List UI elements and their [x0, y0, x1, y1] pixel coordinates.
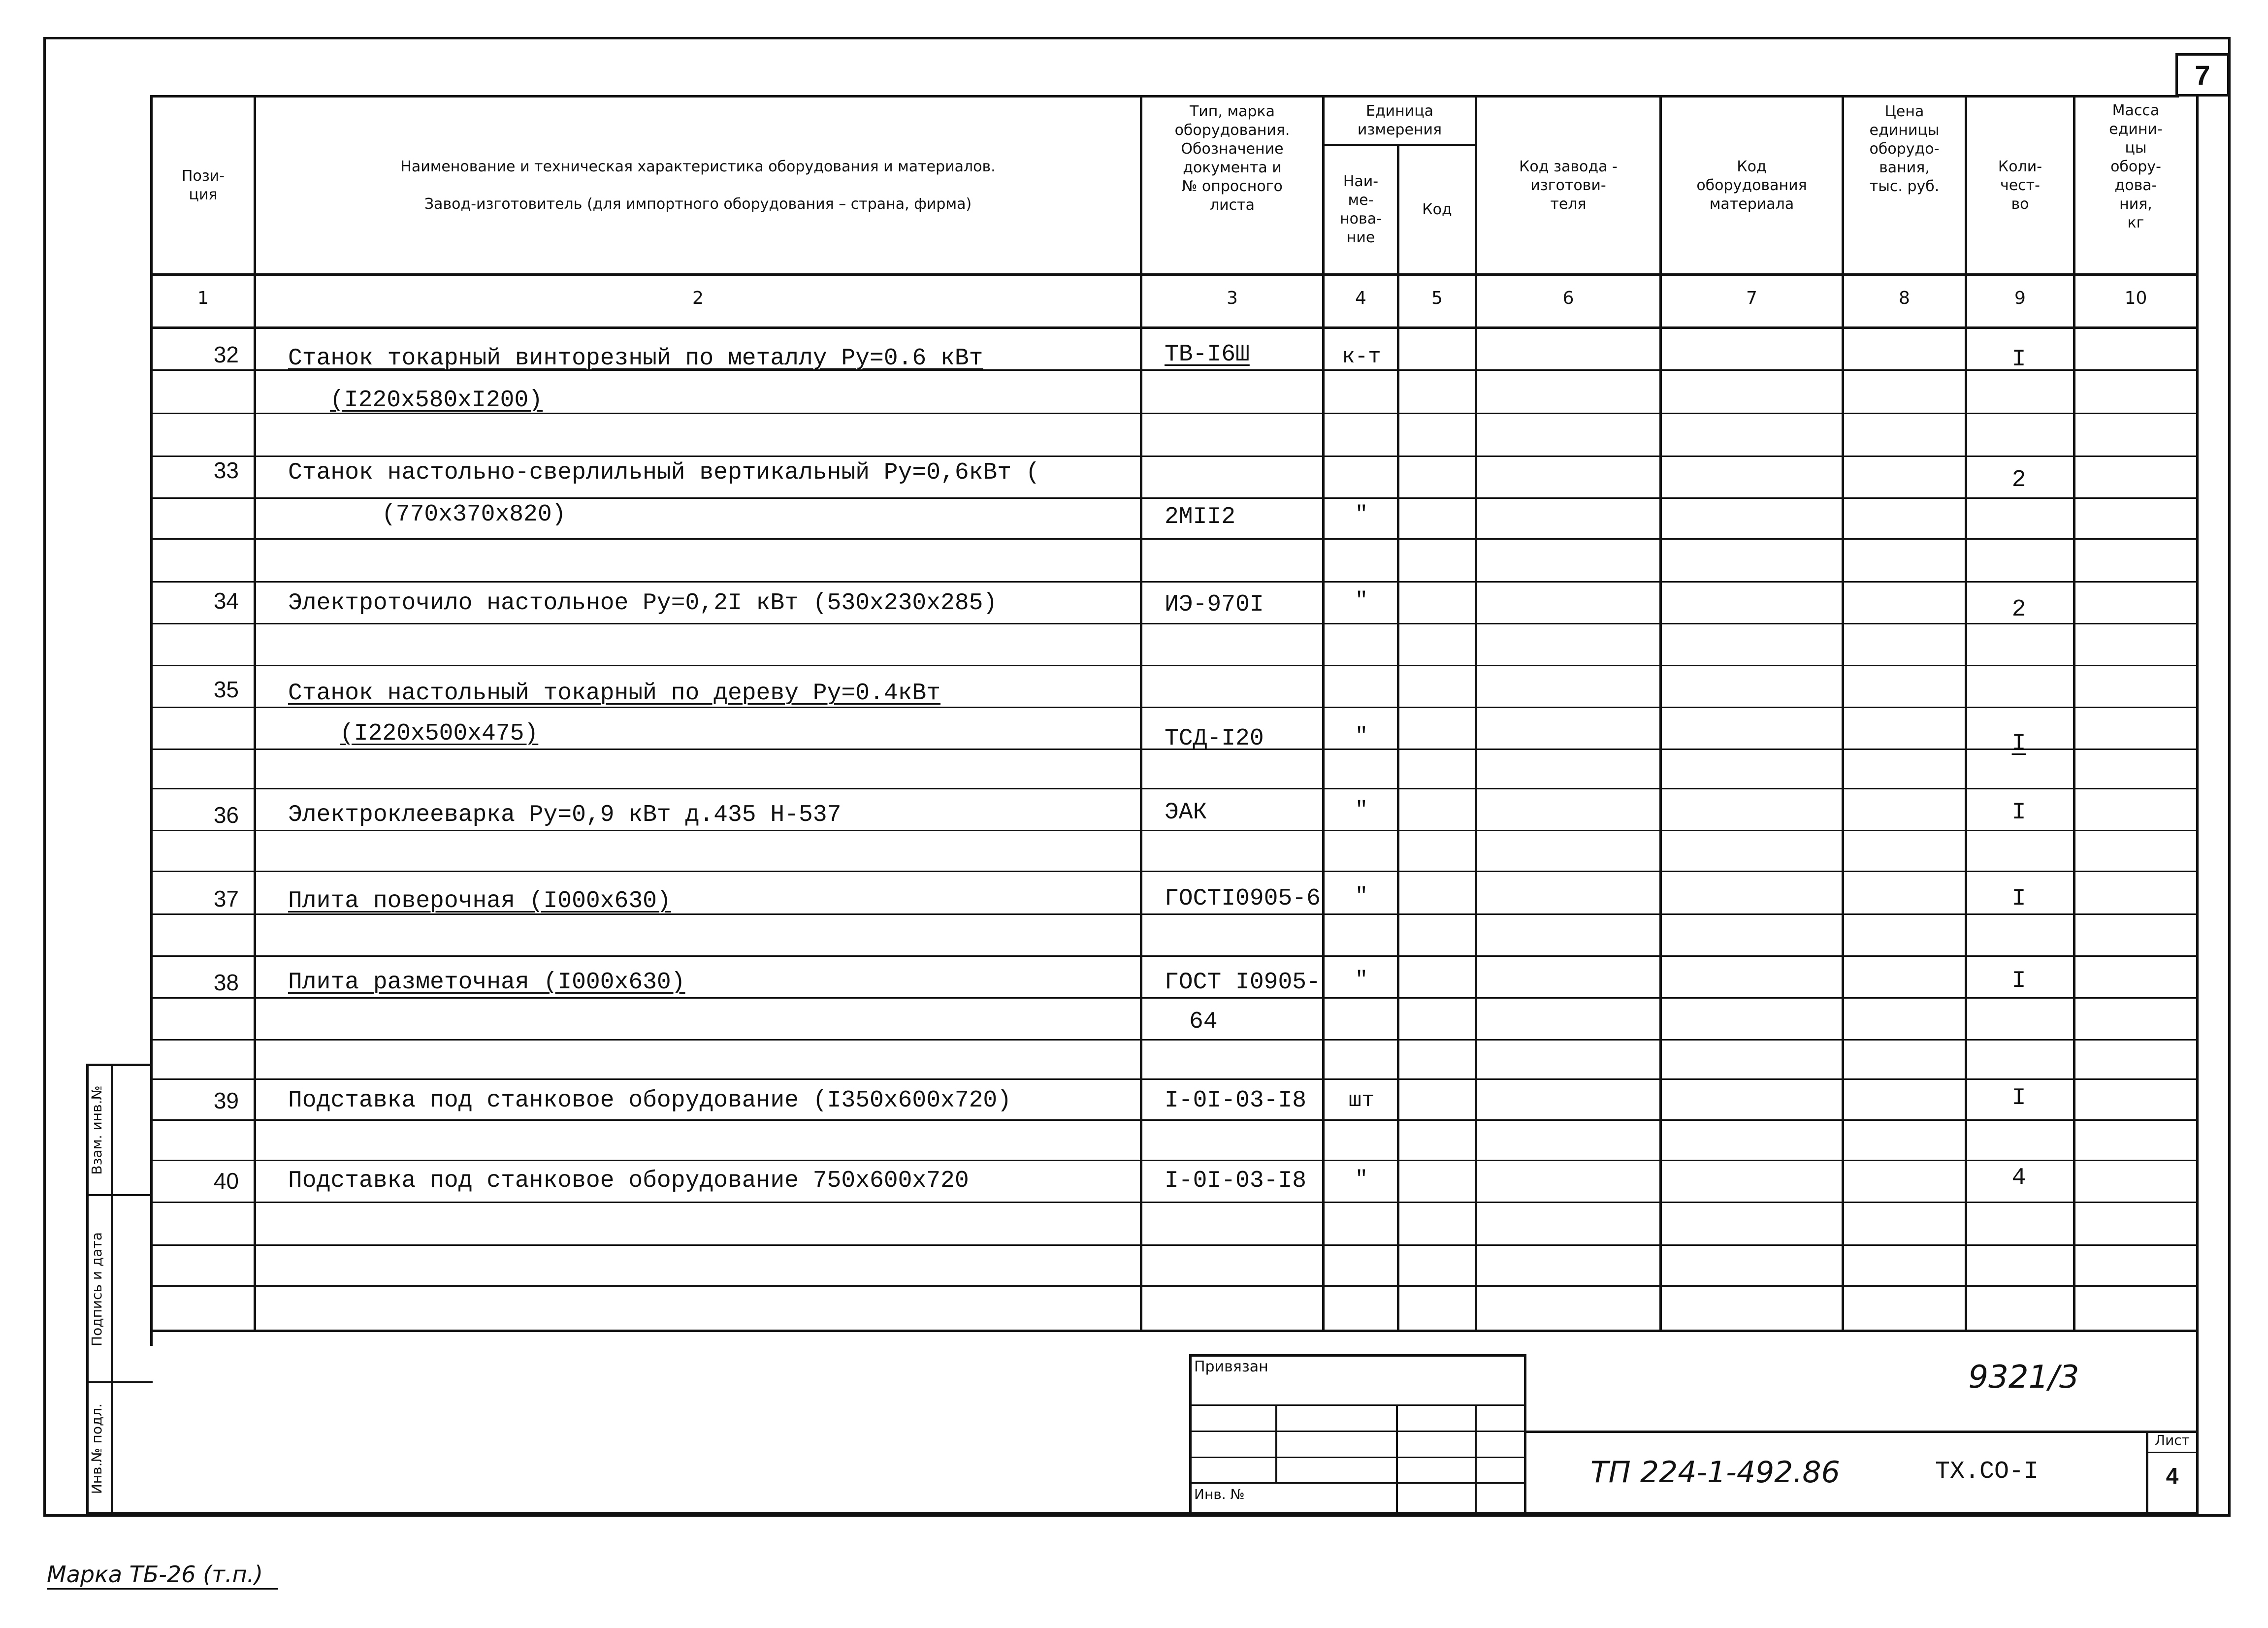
row-name: Станок настольно-сверлильный вертикальный Ру=0,6кВт ( — [288, 459, 1040, 486]
row-name: Подставка под станковое оборудование (I350x600x720) — [288, 1087, 1012, 1114]
header-quantity: Коли- чест- во — [1998, 158, 2042, 213]
row-name: Плита разметочная (I000x630) — [288, 969, 685, 996]
row-unit: " — [1355, 724, 1368, 749]
row-line — [150, 788, 2199, 789]
row-type: ИЭ-970I — [1165, 591, 1264, 618]
row-position: 36 — [213, 802, 239, 828]
row-type: ГОСТ I0905- — [1165, 969, 1321, 996]
row-position: 40 — [213, 1168, 239, 1194]
row-type: ТВ-I6Ш — [1165, 341, 1250, 368]
row-name: Станок токарный винторезный по металлу Ру=0.6 кВт — [288, 345, 983, 372]
col-divider-3 — [1322, 95, 1325, 1331]
row-line — [150, 1160, 2199, 1161]
row-quantity: 2 — [2011, 596, 2026, 623]
row-unit: " — [1355, 968, 1368, 992]
col-divider-8 — [1965, 95, 1967, 1331]
privyazan-right — [1524, 1354, 1526, 1512]
list-number: 4 — [2166, 1463, 2179, 1489]
row-name: Подставка под станковое оборудование 750x600x720 — [288, 1168, 969, 1194]
privyazan-top — [1189, 1354, 1526, 1357]
column-number-line — [150, 326, 2199, 329]
document-mark: ТХ.СО-I — [1935, 1458, 2039, 1486]
row-name: Плита поверочная (I000x630) — [288, 888, 671, 914]
col-divider-2 — [1140, 95, 1142, 1331]
row-type: I-0I-03-I8 — [1165, 1168, 1307, 1194]
col-divider-9 — [2073, 95, 2075, 1331]
header-name: Наименование и техническая характеристика оборудования и материалов. Завод-изготовитель (для импортного оборудования – страна, фирма) — [400, 158, 996, 213]
column-number: 5 — [1431, 288, 1443, 308]
side-label-inv-podl: Инв.№ подл. — [89, 1403, 105, 1495]
row-name: Электроточило настольное Ру=0,2I кВт (530x230x285) — [288, 590, 998, 617]
row-name: Станок настольный токарный по дереву Ру=0.4кВт — [288, 680, 941, 707]
header-unit-code: Код — [1422, 200, 1452, 218]
row-name: Электроклееварка Ру=0,9 кВт д.435 Н-537 — [288, 802, 842, 828]
header-position: Пози- ция — [181, 167, 225, 203]
row-type: I-0I-03-I8 — [1165, 1087, 1307, 1114]
right-border-bottom — [2196, 1330, 2199, 1512]
column-number: 3 — [1227, 288, 1238, 308]
header-price: Цена единицы оборудо- вания, тыс. руб. — [1869, 103, 1940, 195]
row-quantity: 4 — [2011, 1165, 2026, 1191]
table-bottom-line — [150, 1330, 2199, 1332]
row-unit: " — [1355, 884, 1368, 909]
row-line — [150, 497, 2199, 499]
header-type: Тип, марка оборудования. Обозначение документа и № опросного листа — [1174, 103, 1290, 214]
row-line — [150, 997, 2199, 999]
row-line — [150, 581, 2199, 583]
column-number: 9 — [2014, 288, 2026, 308]
table-left-border — [150, 95, 153, 1346]
column-number: 6 — [1562, 288, 1574, 308]
side-label-podpis: Подпись и дата — [89, 1232, 105, 1346]
column-number: 8 — [1899, 288, 1910, 308]
row-line — [150, 1285, 2199, 1287]
row-quantity: I — [2011, 799, 2026, 826]
row-line — [150, 1244, 2199, 1246]
row-name-dimensions: (I220x500x475) — [340, 720, 539, 747]
project-number: 9321/3 — [1968, 1359, 2079, 1396]
column-number: 2 — [692, 288, 704, 308]
list-box-split — [2146, 1452, 2198, 1453]
row-quantity: I — [2011, 885, 2026, 912]
side-label-vzam: Взам. инв.№ — [89, 1085, 105, 1175]
row-position: 37 — [213, 886, 239, 912]
header-factory-code: Код завода - изготови- теля — [1519, 158, 1618, 213]
sheet-number: 7 — [2175, 53, 2230, 97]
column-number: 1 — [197, 288, 209, 308]
row-quantity: I — [2011, 968, 2026, 994]
row-position: 39 — [213, 1088, 239, 1113]
row-line — [150, 1039, 2199, 1041]
row-type: 2МII2 — [1165, 504, 1236, 530]
row-quantity: I — [2011, 730, 2026, 757]
row-type: ТСД-I20 — [1165, 725, 1264, 752]
row-position: 35 — [213, 677, 239, 702]
row-name-dimensions: (I220x580xI200) — [330, 387, 543, 414]
row-line — [150, 456, 2199, 457]
row-name-dimensions: (770x370x820) — [382, 501, 566, 528]
col-divider-6 — [1659, 95, 1662, 1331]
row-position: 33 — [213, 457, 239, 483]
code-block-top — [1524, 1431, 2199, 1433]
row-line — [150, 623, 2199, 624]
row-type-continued: 64 — [1189, 1009, 1218, 1035]
row-position: 38 — [213, 970, 239, 995]
row-line — [150, 665, 2199, 666]
row-unit: " — [1355, 1167, 1368, 1192]
row-line — [150, 538, 2199, 540]
header-unit-group: Единица измерения — [1357, 102, 1442, 138]
row-unit: " — [1355, 798, 1368, 822]
row-quantity: I — [2011, 346, 2026, 373]
row-position: 32 — [213, 342, 239, 367]
privyazan-col — [1275, 1404, 1277, 1483]
privyazan-col — [1396, 1404, 1398, 1512]
document-code: ТП 224-1-492.86 — [1590, 1455, 1840, 1490]
row-line — [150, 830, 2199, 831]
privyazan-label: Привязан — [1194, 1358, 1268, 1375]
header-bottom-line — [150, 273, 2199, 276]
header-equipment-code: Код оборудования материала — [1696, 158, 1807, 213]
column-number: 4 — [1355, 288, 1366, 308]
row-line — [150, 1202, 2199, 1203]
row-quantity: I — [2011, 1085, 2026, 1111]
side-stamp-mid — [111, 1064, 113, 1514]
row-unit: " — [1355, 588, 1368, 613]
col-divider-1 — [254, 95, 256, 1331]
row-type: ГОСТI0905-6 — [1165, 885, 1321, 912]
header-unit-name: Наи- ме- нова- ние — [1340, 172, 1382, 246]
row-line — [150, 1078, 2199, 1080]
column-number: 10 — [2124, 288, 2147, 308]
col-divider-10 — [2196, 95, 2199, 1331]
row-unit: шт — [1348, 1088, 1375, 1113]
row-line — [150, 955, 2199, 957]
row-unit: к-т — [1342, 345, 1381, 369]
row-line — [150, 1119, 2199, 1121]
column-number: 7 — [1746, 288, 1757, 308]
footer-mark-underline — [47, 1588, 278, 1590]
header-mass: Масса едини- цы обору- дова- ния, кг — [2109, 102, 2163, 231]
row-unit: " — [1355, 502, 1368, 527]
bottom-border — [150, 1512, 2199, 1514]
col-divider-5 — [1475, 95, 1477, 1331]
row-type: ЭАК — [1165, 799, 1207, 826]
privyazan-left — [1189, 1354, 1192, 1512]
row-quantity: 2 — [2011, 467, 2026, 493]
list-label: Лист — [2155, 1432, 2190, 1448]
inv-no-label: Инв. № — [1194, 1486, 1245, 1502]
privyazan-col — [1475, 1404, 1477, 1512]
col-divider-7 — [1842, 95, 1844, 1331]
footer-mark: Марка ТБ-26 (т.п.) — [47, 1561, 263, 1588]
row-line — [150, 871, 2199, 872]
row-position: 34 — [213, 588, 239, 614]
